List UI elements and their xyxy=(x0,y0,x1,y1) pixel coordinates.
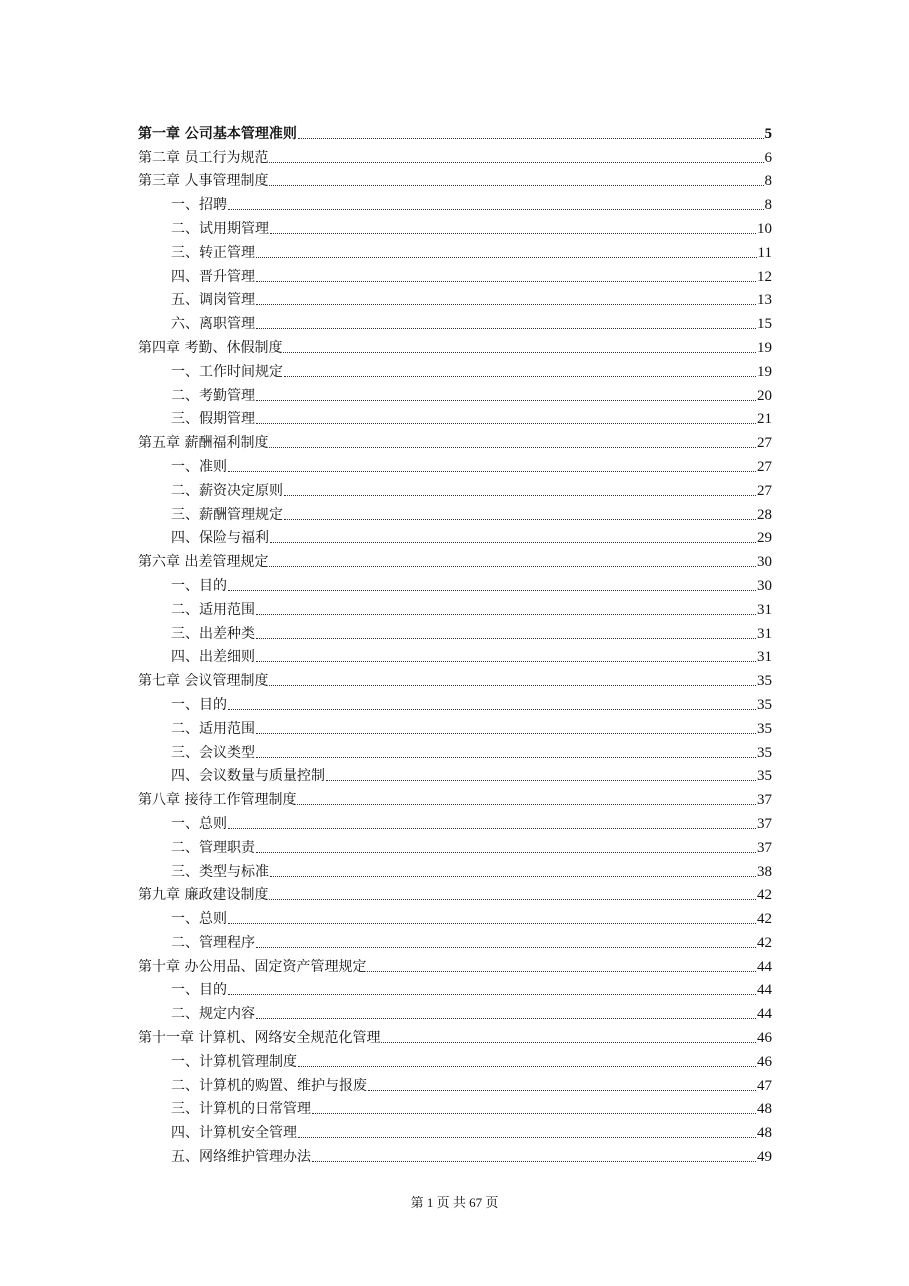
toc-section-entry[interactable] xyxy=(138,715,772,739)
toc-entry-label: 二、适用范围 xyxy=(171,601,255,618)
toc-entry-label: 一、总则 xyxy=(171,815,227,832)
page-footer: 第 1 页 共 67 页 xyxy=(410,1195,499,1210)
toc-section-entry[interactable] xyxy=(138,620,772,644)
toc-section-entry[interactable] xyxy=(138,310,772,334)
toc-chapter-entry[interactable] xyxy=(138,667,772,691)
toc-page-number: 30 xyxy=(757,554,772,571)
toc-chapter-entry[interactable] xyxy=(138,429,772,453)
toc-dot-leader xyxy=(228,590,756,591)
toc-page-number: 31 xyxy=(757,649,772,666)
toc-dot-leader xyxy=(256,757,756,758)
toc-dot-leader xyxy=(270,876,756,877)
toc-entry-label: 四、出差细则 xyxy=(171,649,255,666)
toc-entry-label: 第十一章 计算机、网络安全规范化管理 xyxy=(138,1030,381,1047)
toc-dot-leader xyxy=(381,1042,756,1043)
toc-entry-label: 第七章 会议管理制度 xyxy=(138,673,269,690)
toc-section-entry[interactable] xyxy=(138,215,772,239)
toc-page-number: 37 xyxy=(757,839,772,856)
toc-section-entry[interactable] xyxy=(138,1143,772,1167)
toc-dot-leader xyxy=(256,733,756,734)
toc-chapter-entry[interactable] xyxy=(138,1024,772,1048)
toc-entry-label: 二、试用期管理 xyxy=(171,220,269,237)
toc-section-entry[interactable] xyxy=(138,644,772,668)
toc-page-number: 42 xyxy=(757,911,772,928)
toc-section-entry[interactable] xyxy=(138,1072,772,1096)
toc-dot-leader xyxy=(269,185,763,186)
toc-section-entry[interactable] xyxy=(138,977,772,1001)
toc-page-number: 31 xyxy=(757,625,772,642)
toc-page-number: 47 xyxy=(757,1077,772,1094)
toc-page-number: 38 xyxy=(757,863,772,880)
toc-page-number: 35 xyxy=(757,673,772,690)
toc-dot-leader xyxy=(298,1137,756,1138)
toc-entry-label: 第五章 薪酬福利制度 xyxy=(138,435,269,452)
toc-entry-label: 一、目的 xyxy=(171,577,227,594)
toc-section-entry[interactable] xyxy=(138,382,772,406)
toc-dot-leader xyxy=(283,352,756,353)
toc-page-number: 37 xyxy=(757,792,772,809)
toc-entry-label: 三、计算机的日常管理 xyxy=(171,1101,311,1118)
toc-page-number: 44 xyxy=(757,1006,772,1023)
toc-page-number: 44 xyxy=(757,958,772,975)
toc-entry-label: 三、类型与标准 xyxy=(171,863,269,880)
toc-section-entry[interactable] xyxy=(138,596,772,620)
toc-entry-label: 第八章 接待工作管理制度 xyxy=(138,792,297,809)
toc-page-number: 8 xyxy=(764,197,772,214)
toc-page-number: 5 xyxy=(764,125,772,142)
toc-entry-label: 三、薪酬管理规定 xyxy=(171,506,283,523)
toc-dot-leader xyxy=(256,947,756,948)
toc-entry-label: 三、转正管理 xyxy=(171,244,255,261)
toc-section-entry[interactable] xyxy=(138,501,772,525)
toc-dot-leader xyxy=(269,162,763,163)
toc-section-entry[interactable] xyxy=(138,858,772,882)
toc-dot-leader xyxy=(256,661,756,662)
toc-dot-leader xyxy=(269,899,756,900)
toc-entry-label: 一、总则 xyxy=(171,911,227,928)
toc-entry-label: 一、计算机管理制度 xyxy=(171,1053,297,1070)
toc-section-entry[interactable] xyxy=(138,929,772,953)
toc-page-number: 46 xyxy=(757,1030,772,1047)
toc-dot-leader xyxy=(256,852,756,853)
toc-entry-label: 四、计算机安全管理 xyxy=(171,1125,297,1142)
toc-dot-leader xyxy=(297,804,756,805)
toc-entry-label: 第一章 公司基本管理准则 xyxy=(138,125,297,142)
toc-page-number: 30 xyxy=(757,577,772,594)
toc-chapter-entry[interactable] xyxy=(138,548,772,572)
toc-page-number: 48 xyxy=(757,1125,772,1142)
toc-section-entry[interactable] xyxy=(138,572,772,596)
toc-dot-leader xyxy=(256,304,756,305)
toc-entry-label: 第六章 出差管理规定 xyxy=(138,554,269,571)
toc-section-entry[interactable] xyxy=(138,287,772,311)
toc-entry-label: 二、薪资决定原则 xyxy=(171,482,283,499)
toc-page-number: 35 xyxy=(757,696,772,713)
toc-page-number: 35 xyxy=(757,768,772,785)
toc-page-number: 35 xyxy=(757,744,772,761)
toc-dot-leader xyxy=(256,328,756,329)
toc-page-number: 27 xyxy=(757,458,772,475)
toc-entry-label: 二、管理职责 xyxy=(171,839,255,856)
toc-section-entry[interactable] xyxy=(138,477,772,501)
toc-dot-leader xyxy=(368,1090,756,1091)
toc-page-number: 28 xyxy=(757,506,772,523)
toc-page-number: 37 xyxy=(757,815,772,832)
toc-page-number: 11 xyxy=(757,244,772,261)
toc-dot-leader xyxy=(284,376,756,377)
toc-dot-leader xyxy=(367,971,756,972)
toc-page-number: 27 xyxy=(757,435,772,452)
toc-section-entry[interactable] xyxy=(138,905,772,929)
toc-entry-label: 一、准则 xyxy=(171,458,227,475)
toc-section-entry[interactable] xyxy=(138,1000,772,1024)
toc-page-number: 49 xyxy=(757,1149,772,1166)
toc-page-number: 42 xyxy=(757,887,772,904)
toc-dot-leader xyxy=(298,1066,756,1067)
toc-chapter-entry[interactable] xyxy=(138,120,772,144)
toc-entry-label: 第十章 办公用品、固定资产管理规定 xyxy=(138,958,367,975)
toc-dot-leader xyxy=(269,447,756,448)
toc-chapter-entry[interactable] xyxy=(138,882,772,906)
toc-dot-leader xyxy=(256,638,756,639)
toc-entry-label: 三、出差种类 xyxy=(171,625,255,642)
toc-section-entry[interactable] xyxy=(138,810,772,834)
toc-dot-leader xyxy=(228,209,764,210)
toc-entry-label: 二、考勤管理 xyxy=(171,387,255,404)
toc-page-number: 35 xyxy=(757,720,772,737)
toc-entry-label: 五、网络维护管理办法 xyxy=(171,1149,311,1166)
toc-dot-leader xyxy=(270,233,756,234)
toc-page-number: 31 xyxy=(757,601,772,618)
toc-page-number: 8 xyxy=(764,173,772,190)
toc-dot-leader xyxy=(298,138,764,139)
toc-entry-label: 二、管理程序 xyxy=(171,934,255,951)
toc-entry-label: 一、工作时间规定 xyxy=(171,363,283,380)
toc-dot-leader xyxy=(228,709,756,710)
toc-dot-leader xyxy=(269,566,756,567)
toc-chapter-entry[interactable] xyxy=(138,144,772,168)
toc-dot-leader xyxy=(228,923,756,924)
toc-page-number: 15 xyxy=(757,316,772,333)
toc-dot-leader xyxy=(256,423,756,424)
toc-dot-leader xyxy=(256,257,757,258)
toc-dot-leader xyxy=(284,495,756,496)
toc-dot-leader xyxy=(326,780,756,781)
toc-entry-label: 二、计算机的购置、维护与报废 xyxy=(171,1077,367,1094)
toc-entry-label: 第三章 人事管理制度 xyxy=(138,173,269,190)
toc-entry-label: 六、离职管理 xyxy=(171,316,255,333)
table-of-contents xyxy=(138,120,772,1167)
toc-section-entry[interactable] xyxy=(138,239,772,263)
toc-section-entry[interactable] xyxy=(138,1096,772,1120)
toc-entry-label: 四、会议数量与质量控制 xyxy=(171,768,325,785)
toc-chapter-entry[interactable] xyxy=(138,334,772,358)
toc-section-entry[interactable] xyxy=(138,1048,772,1072)
toc-page-number: 29 xyxy=(757,530,772,547)
toc-entry-label: 第四章 考勤、休假制度 xyxy=(138,339,283,356)
toc-page-number: 12 xyxy=(757,268,772,285)
toc-entry-label: 一、目的 xyxy=(171,982,227,999)
toc-entry-label: 三、会议类型 xyxy=(171,744,255,761)
toc-entry-label: 第九章 廉政建设制度 xyxy=(138,887,269,904)
toc-section-entry[interactable] xyxy=(138,191,772,215)
toc-entry-label: 第二章 员工行为规范 xyxy=(138,149,269,166)
toc-dot-leader xyxy=(270,542,756,543)
toc-dot-leader xyxy=(228,471,756,472)
toc-page-number: 27 xyxy=(757,482,772,499)
toc-page-number: 10 xyxy=(757,220,772,237)
toc-dot-leader xyxy=(269,685,756,686)
toc-section-entry[interactable] xyxy=(138,263,772,287)
toc-entry-label: 三、假期管理 xyxy=(171,411,255,428)
toc-dot-leader xyxy=(256,614,756,615)
toc-section-entry[interactable] xyxy=(138,763,772,787)
toc-chapter-entry[interactable] xyxy=(138,786,772,810)
toc-section-entry[interactable] xyxy=(138,834,772,858)
toc-entry-label: 一、目的 xyxy=(171,696,227,713)
toc-page-number: 13 xyxy=(757,292,772,309)
toc-page-number: 21 xyxy=(757,411,772,428)
toc-entry-label: 二、适用范围 xyxy=(171,720,255,737)
toc-section-entry[interactable] xyxy=(138,1119,772,1143)
toc-page-number: 42 xyxy=(757,934,772,951)
toc-section-entry[interactable] xyxy=(138,358,772,382)
toc-chapter-entry[interactable] xyxy=(138,168,772,192)
toc-page-number: 44 xyxy=(757,982,772,999)
toc-dot-leader xyxy=(312,1113,756,1114)
toc-dot-leader xyxy=(284,519,756,520)
toc-entry-label: 一、招聘 xyxy=(171,197,227,214)
toc-dot-leader xyxy=(256,281,756,282)
toc-page-number: 20 xyxy=(757,387,772,404)
toc-section-entry[interactable] xyxy=(138,406,772,430)
toc-section-entry[interactable] xyxy=(138,739,772,763)
toc-dot-leader xyxy=(256,1018,756,1019)
toc-dot-leader xyxy=(312,1161,756,1162)
toc-dot-leader xyxy=(256,400,756,401)
toc-page-number: 48 xyxy=(757,1101,772,1118)
toc-section-entry[interactable] xyxy=(138,691,772,715)
toc-entry-label: 二、规定内容 xyxy=(171,1006,255,1023)
toc-entry-label: 四、晋升管理 xyxy=(171,268,255,285)
toc-dot-leader xyxy=(228,994,756,995)
toc-page-number: 6 xyxy=(764,149,772,166)
toc-section-entry[interactable] xyxy=(138,525,772,549)
toc-entry-label: 四、保险与福利 xyxy=(171,530,269,547)
toc-page-number: 46 xyxy=(757,1053,772,1070)
toc-entry-label: 五、调岗管理 xyxy=(171,292,255,309)
toc-section-entry[interactable] xyxy=(138,453,772,477)
toc-chapter-entry[interactable] xyxy=(138,953,772,977)
toc-page-number: 19 xyxy=(757,363,772,380)
toc-page-number: 19 xyxy=(757,339,772,356)
toc-dot-leader xyxy=(228,828,756,829)
